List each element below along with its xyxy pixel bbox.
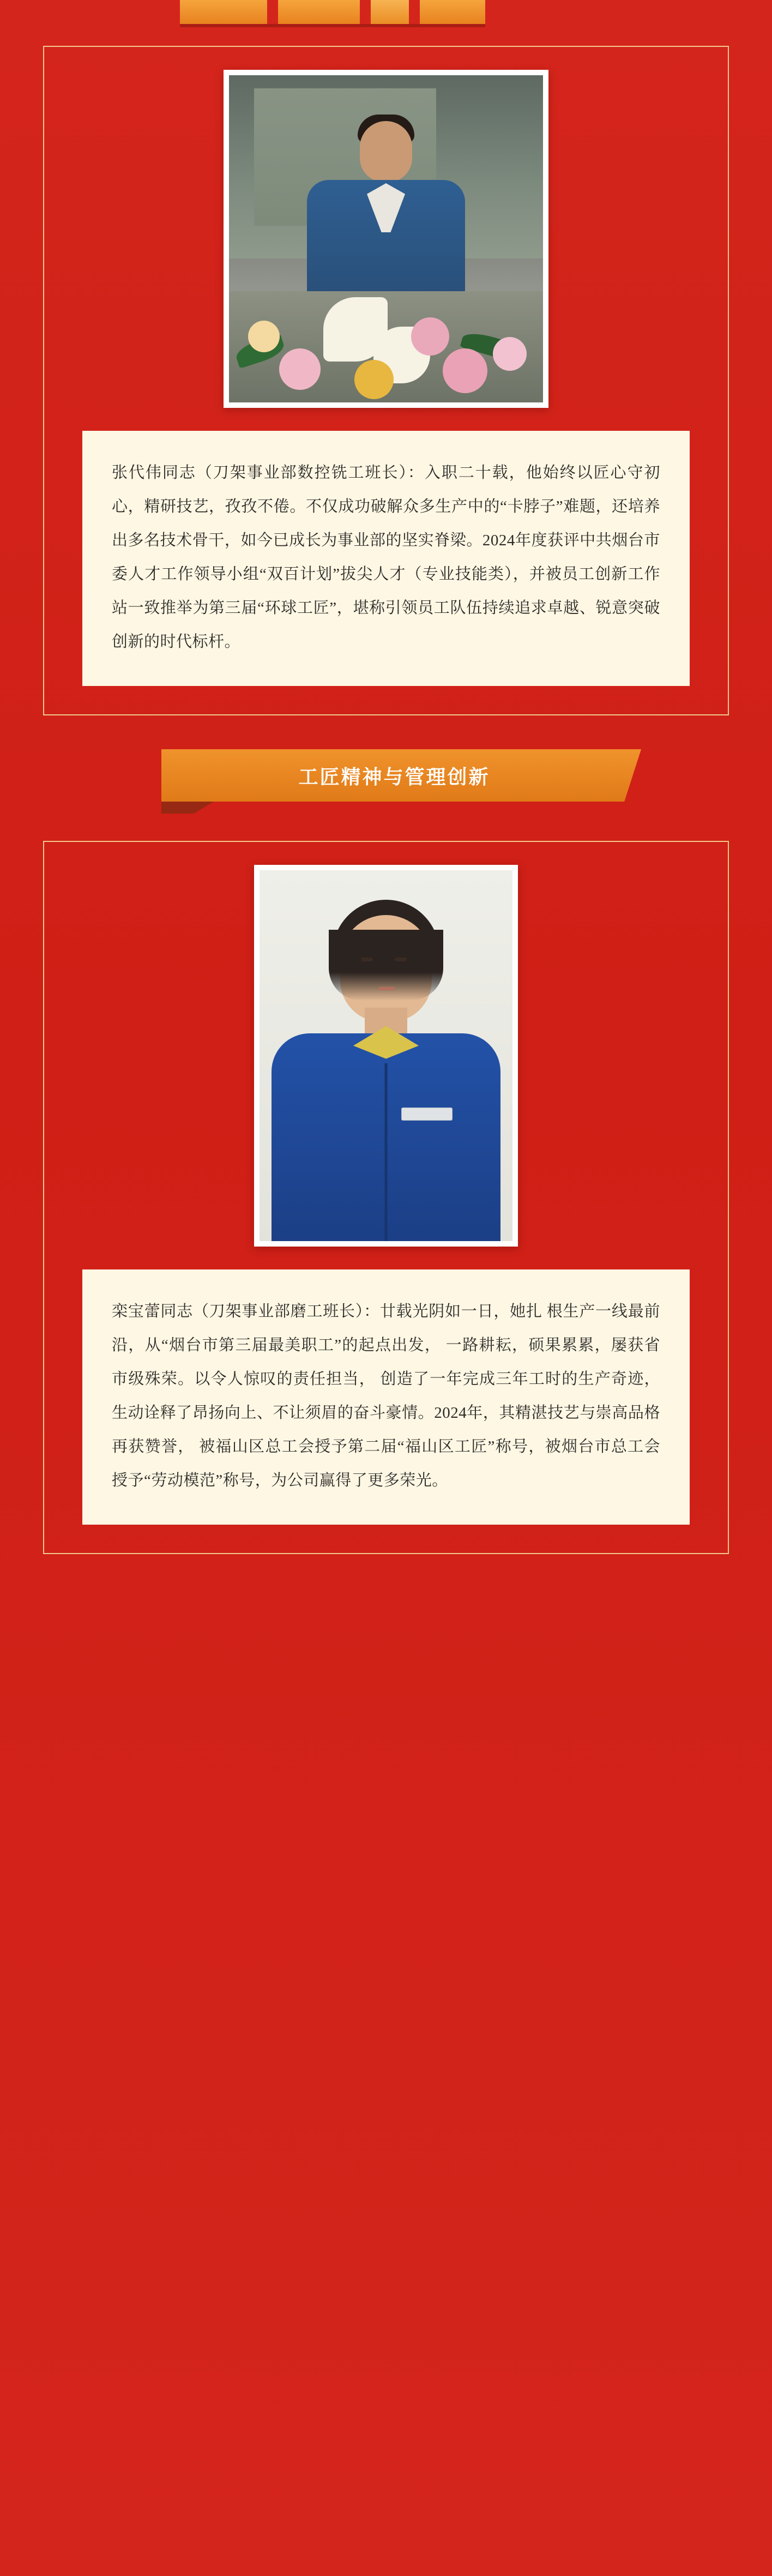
profile-paragraph-luan: 栾宝蕾同志（刀架事业部磨工班长）：廿载光阴如一日，她扎 根生产一线最前沿，从“烟台市第三届最美职工”的起点出发， 一路耕耘，硕果累累，屡获省市级殊荣。以令人惊叹的责任担当， 创造了一年完成三年工时的生产奇迹，生动诠释了昂扬向上、不让须眉的奋斗豪情。2024年，其精湛技艺与崇高品格再获赞誉， 被福山区总工会授予第二届“福山区工匠”称号，被烟台市总工会授予“劳动模范”称号，为公司赢得了更多荣光。 [112,1303,660,1489]
photo-figure-eye [361,958,373,961]
photo-wrap [44,70,728,408]
portrait-photo-zhang [224,70,548,408]
photo-figure-name-badge [401,1108,453,1121]
profile-text-panel-zhang [82,431,690,686]
section-banner [161,749,641,802]
photo-flower [248,321,280,352]
photo-figure-eye [395,958,407,961]
profile-card-luan [43,841,729,1554]
ribbon-segment [420,0,485,24]
decorative-ribbon [0,0,772,34]
photo-illustration [260,870,512,1241]
ribbon-segment [371,0,409,24]
photo-figure-zipper [385,1063,388,1241]
photo-flower-arrangement [229,245,543,402]
photo-illustration [229,75,543,402]
photo-figure-mouth [378,987,395,990]
photo-flower [279,348,321,390]
banner-shadow-tail [161,802,214,814]
photo-flower [354,360,394,399]
ribbon-segment [180,0,267,24]
profile-text-panel-luan [82,1269,690,1525]
portrait-photo-luan [254,865,518,1247]
photo-flower [443,348,487,393]
photo-wrap [44,865,728,1247]
ribbon-shadow [180,24,485,27]
profile-paragraph-zhang: 张代伟同志（刀架事业部数控铣工班长）：入职二十载，他始终以匠心守初心，精研技艺，孜孜不倦。不仅成功破解众多生产中的“卡脖子”难题，还培养出多名技术骨干，如今已成长为事业部的坚实脊梁。2024年度获评中共烟台市委人才工作领导小组“双百计划”拔尖人才（专业技能类），并被员工创新工作站一致推举为第三届“环球工匠”，堪称引领员工队伍持续追求卓越、锐意突破创新的时代标杆。 [112,464,660,651]
photo-figure-head [360,121,412,182]
photo-flower [493,337,527,371]
section-banner-zone [0,715,772,841]
section-banner-title: 工匠精神与管理创新 [298,765,490,788]
profile-card-zhang [43,46,729,715]
ribbon-segment [278,0,360,24]
photo-flower [411,317,449,356]
